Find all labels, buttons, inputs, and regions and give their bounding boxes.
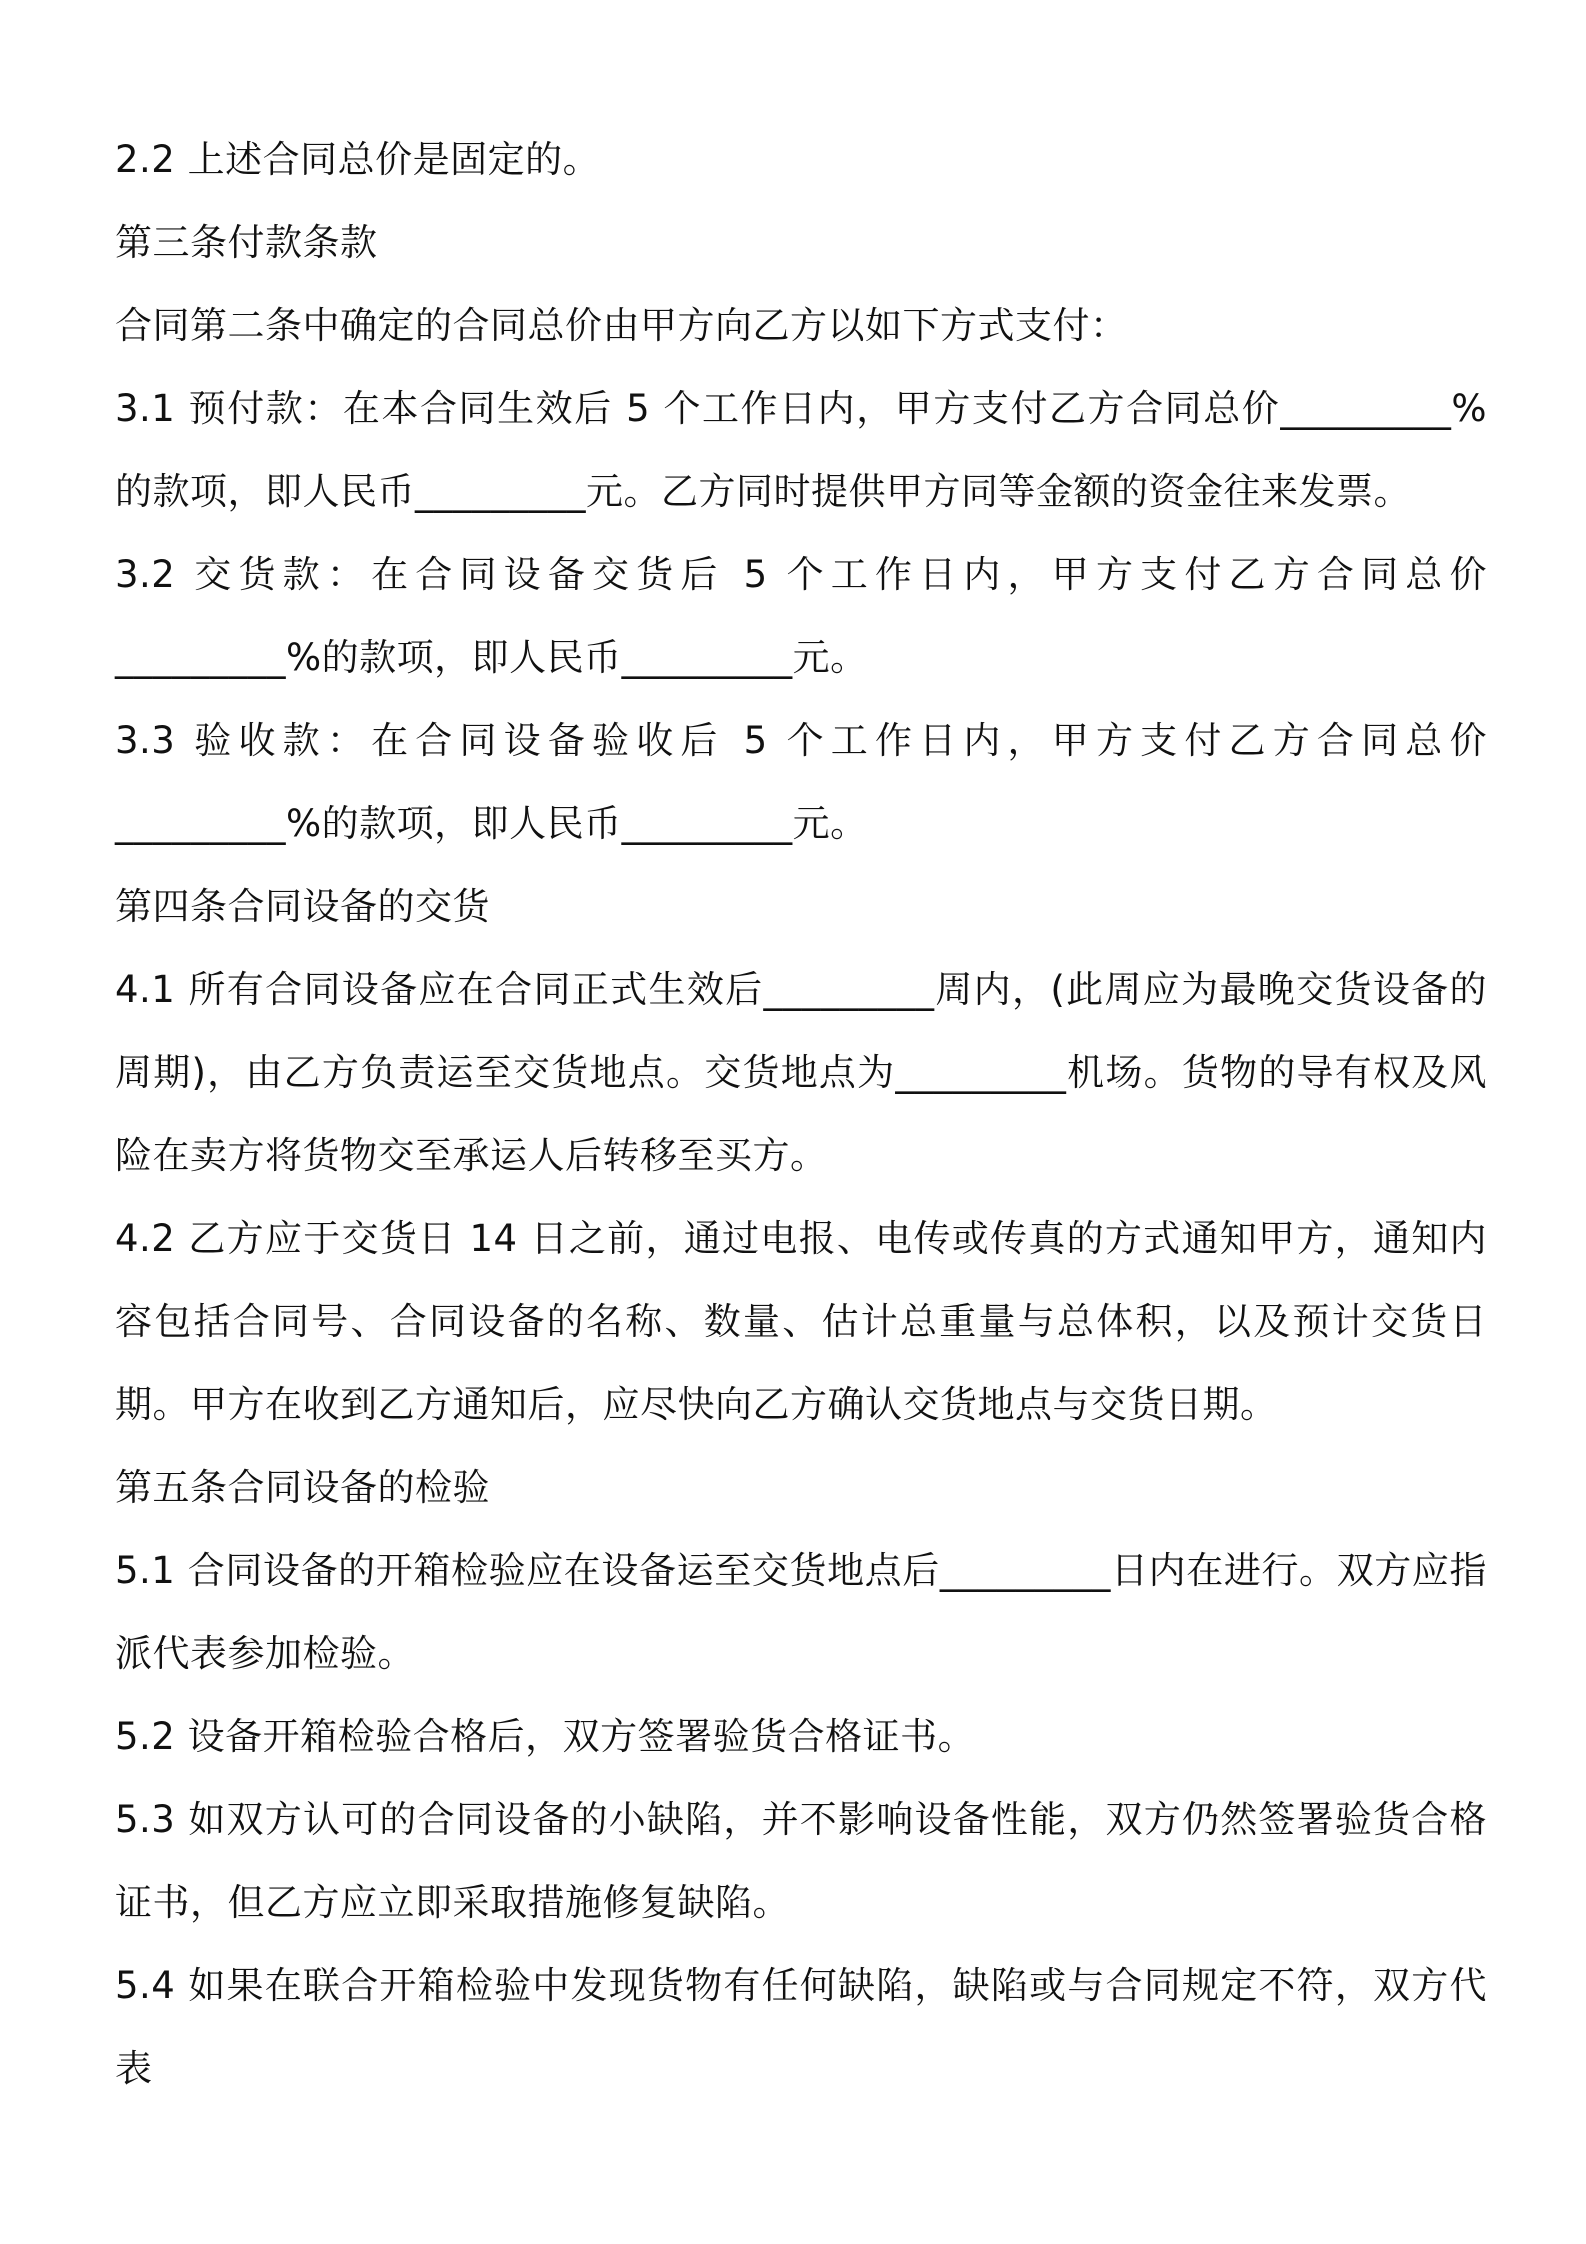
clause-3-1: 3.1 预付款：在本合同生效后 5 个工作日内，甲方支付乙方合同总价_________%的款项，即人民币_________元。乙方同时提供甲方同等金额的资金往来发票。: [115, 387, 1487, 513]
clause-5-3: 5.3 如双方认可的合同设备的小缺陷，并不影响设备性能，双方仍然签署验货合格证书，但乙方应立即采取措施修复缺陷。: [115, 1798, 1487, 1924]
clause-2-2: 2.2 上述合同总价是固定的。: [115, 138, 601, 181]
clause-4-1: 4.1 所有合同设备应在合同正式生效后_________周内，(此周应为最晚交货设备的周期)，由乙方负责运至交货地点。交货地点为_________机场。货物的导有权及风险在卖方将货物交至承运人后转移至买方。: [115, 968, 1487, 1177]
clause-3-2: 3.2 交货款：在合同设备交货后 5 个工作日内，甲方支付乙方合同总价_________%的款项，即人民币_________元。: [115, 553, 1487, 679]
article-4-heading: 第四条合同设备的交货: [115, 885, 490, 928]
article-3-heading: 第三条付款条款: [115, 221, 378, 264]
clause-5-4: 5.4 如果在联合开箱检验中发现货物有任何缺陷，缺陷或与合同规定不符，双方代表: [115, 1964, 1487, 2090]
clause-5-1: 5.1 合同设备的开箱检验应在设备运至交货地点后_________日内在进行。双方应指派代表参加检验。: [115, 1549, 1487, 1675]
clause-4-2: 4.2 乙方应于交货日 14 日之前，通过电报、电传或传真的方式通知甲方，通知内容包括合同号、合同设备的名称、数量、估计总重量与总体积，以及预计交货日期。甲方在收到乙方通知后，应尽快向乙方确认交货地点与交货日期。: [115, 1217, 1487, 1426]
clause-5-2: 5.2 设备开箱检验合格后，双方签署验货合格证书。: [115, 1715, 976, 1758]
clause-3-3: 3.3 验收款：在合同设备验收后 5 个工作日内，甲方支付乙方合同总价_________%的款项，即人民币_________元。: [115, 719, 1487, 845]
document-body: [115, 118, 1487, 2110]
article-3-intro: 合同第二条中确定的合同总价由甲方向乙方以如下方式支付：: [115, 304, 1128, 347]
article-5-heading: 第五条合同设备的检验: [115, 1466, 490, 1509]
